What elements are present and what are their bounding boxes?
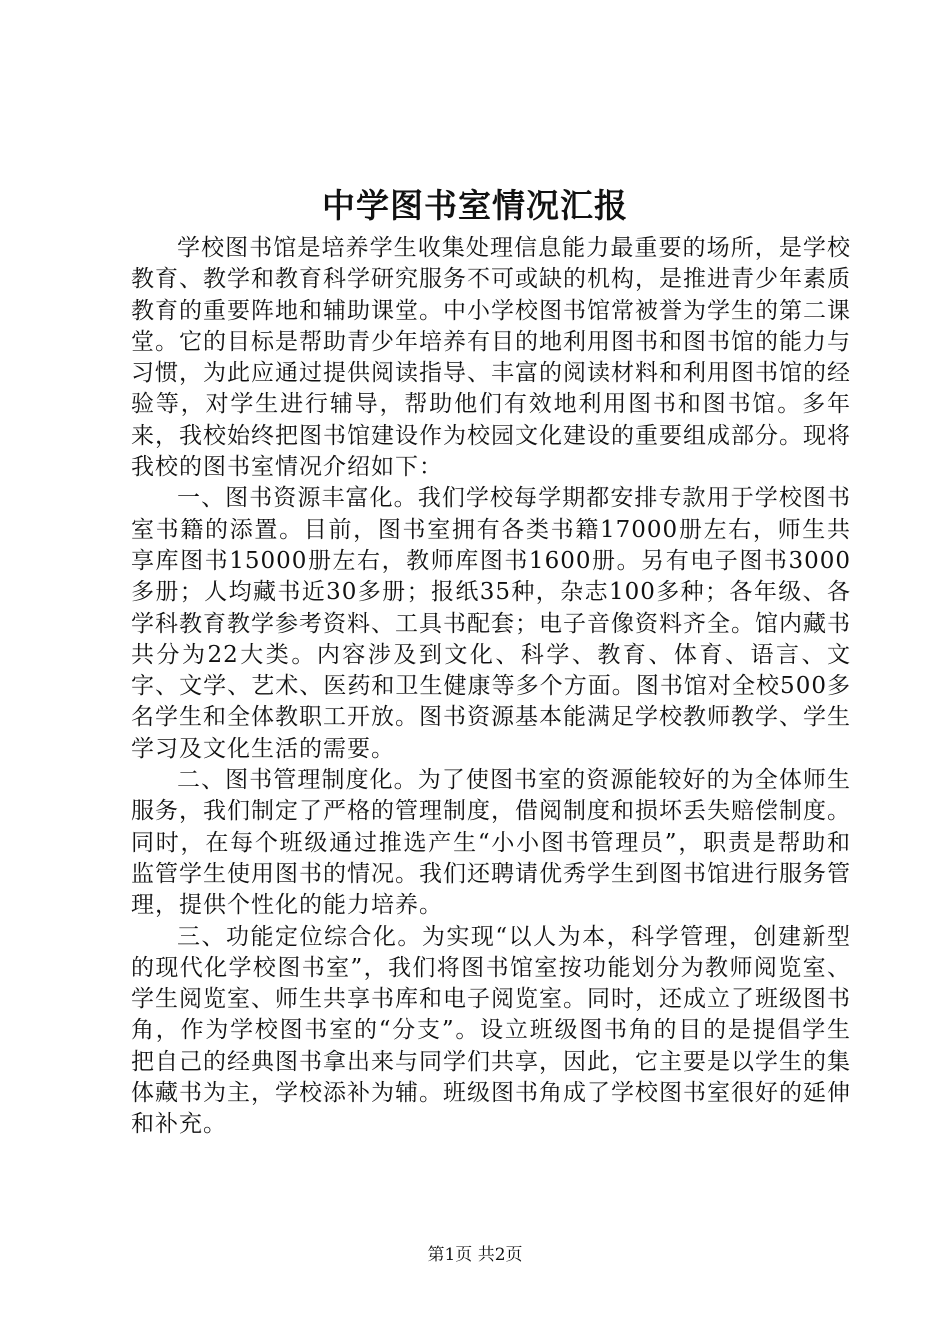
page-number-footer: 第1页 共2页 — [427, 1245, 523, 1265]
paragraph-resources: 一、图书资源丰富化。我们学校每学期都安排专款用于学校图书室书籍的添置。目前，图书室拥有各类书籍17000册左右，师生共享库图书15000册左右，教师库图书1600册。另有电子图书3000多册；人均藏书近30多册；报纸35种，杂志100多种；各年级、各学科教育教学参考资料、工具书配套；电子音像资料齐全。馆内藏书共分为22大类。内容涉及到文化、科学、教育、体育、语言、文字、文学、艺术、医药和卫生健康等多个方面。图书馆对全校500多名学生和全体教职工开放。图书资源基本能满足学校教师教学、学生学习及文化生活的需要。 — [131, 485, 851, 762]
paragraph-functions: 三、功能定位综合化。为实现“以人为本，科学管理，创建新型的现代化学校图书室”，我们将图书馆室按功能划分为教师阅览室、学生阅览室、师生共享书库和电子阅览室。同时，还成立了班级图书角，作为学校图书室的“分支”。设立班级图书角的目的是提倡学生把自己的经典图书拿出来与同学们共享，因此，它主要是以学生的集体藏书为主，学校添补为辅。班级图书角成了学校图书室很好的延伸和补充。 — [131, 923, 851, 1138]
paragraph-management: 二、图书管理制度化。为了使图书室的资源能较好的为全体师生服务，我们制定了严格的管理制度，借阅制度和损坏丢失赔偿制度。同时，在每个班级通过推选产生“小小图书管理员”，职责是帮助和监管学生使用图书的情况。我们还聘请优秀学生到图书馆进行服务管理，提供个性化的能力培养。 — [131, 767, 851, 919]
paragraph-intro: 学校图书馆是培养学生收集处理信息能力最重要的场所，是学校教育、教学和教育科学研究服务不可或缺的机构，是推进青少年素质教育的重要阵地和辅助课堂。中小学校图书馆常被誉为学生的第二课堂。它的目标是帮助青少年培养有目的地利用图书和图书馆的能力与习惯，为此应通过提供阅读指导、丰富的阅读材料和利用图书馆的经验等，对学生进行辅导，帮助他们有效地利用图书和图书馆。多年来，我校始终把图书馆建设作为校园文化建设的重要组成部分。现将我校的图书室情况介绍如下： — [131, 235, 851, 481]
document-body — [131, 233, 851, 1141]
document-title: 中学图书室情况汇报 — [322, 186, 628, 225]
